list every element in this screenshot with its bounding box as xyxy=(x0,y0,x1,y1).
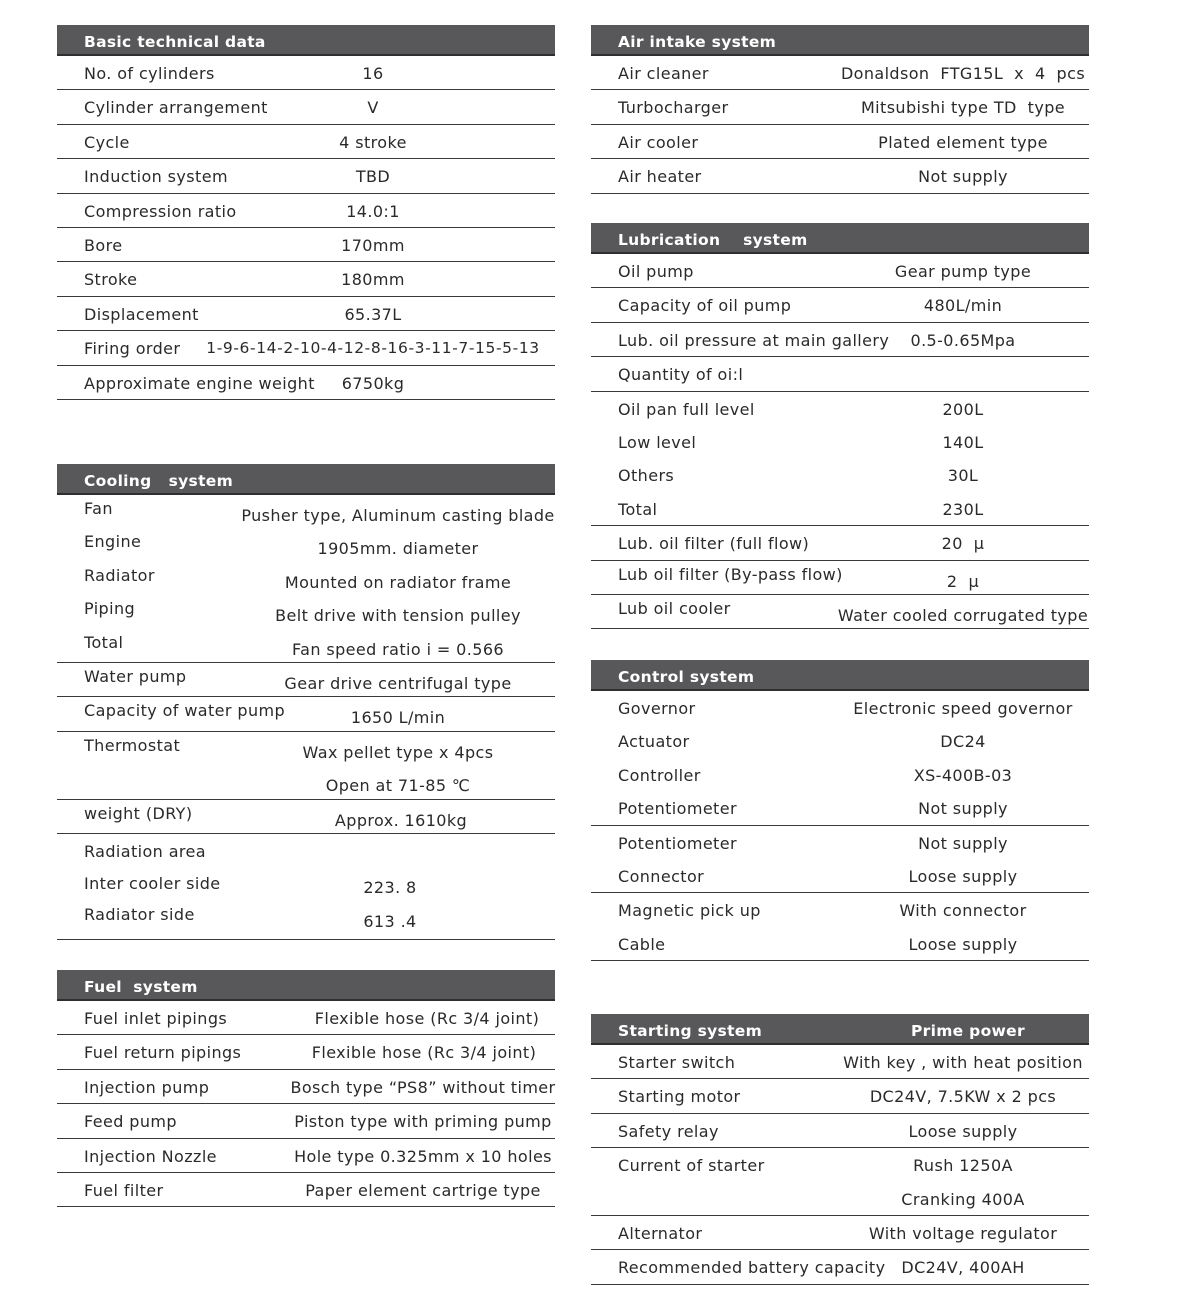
fuel-system-table xyxy=(57,970,555,1207)
row-label: Capacity of oil pump xyxy=(618,296,792,316)
row-label: Lub. oil pressure at main gallery xyxy=(618,330,890,350)
row-value: Fan speed ratio i = 0.566 xyxy=(292,639,504,659)
row-label: Thermostat xyxy=(84,735,181,755)
section-title: Lubrication system xyxy=(618,231,808,249)
row-label: Bore xyxy=(84,235,123,255)
row-label: Total xyxy=(618,499,658,519)
row-value: Wax pellet type x 4pcs xyxy=(302,742,494,762)
row-value: V xyxy=(367,98,379,118)
row-label: Controller xyxy=(618,765,701,785)
row-label: Radiator xyxy=(84,565,155,585)
table-row xyxy=(591,1114,1089,1148)
table-row xyxy=(57,495,555,528)
row-label: Governor xyxy=(618,699,696,718)
table-row xyxy=(57,629,555,663)
table-row xyxy=(57,331,555,365)
row-label: Piping xyxy=(84,599,136,619)
table-row xyxy=(591,758,1089,791)
table-row xyxy=(57,834,555,867)
row-value: 6750kg xyxy=(341,373,405,393)
table-row xyxy=(591,1045,1089,1079)
row-value: Loose supply xyxy=(908,934,1018,954)
row-label: Approximate engine weight xyxy=(84,373,315,393)
table-row xyxy=(591,125,1089,159)
section-header xyxy=(591,25,1089,56)
row-value: 223. 8 xyxy=(363,878,417,898)
table-row xyxy=(57,159,555,193)
row-value: Gear drive centrifugal type xyxy=(284,673,512,693)
row-value: DC24V, 7.5KW x 2 pcs xyxy=(869,1087,1057,1107)
row-value: With voltage regulator xyxy=(868,1223,1058,1243)
table-row xyxy=(57,1035,555,1069)
row-value: Not supply xyxy=(918,167,1008,187)
table-row xyxy=(57,125,555,159)
section-header xyxy=(57,464,555,495)
control-system-table xyxy=(591,660,1089,961)
row-value: Mounted on radiator frame xyxy=(284,572,512,592)
row-value: 30L xyxy=(947,466,979,486)
row-value: 2 μ xyxy=(946,571,980,591)
table-row xyxy=(591,595,1089,629)
row-value: Flexible hose (Rc 3/4 joint) xyxy=(311,1043,537,1063)
row-label: Lub oil filter (By-pass flow) xyxy=(618,564,843,584)
row-label: Air cleaner xyxy=(618,64,709,83)
row-value: Pusher type, Aluminum casting blade xyxy=(241,506,555,525)
table-row xyxy=(591,425,1089,458)
table-row xyxy=(591,859,1089,893)
section-header xyxy=(591,223,1089,254)
row-value: Plated element type xyxy=(878,132,1048,152)
row-label: Compression ratio xyxy=(84,201,237,221)
row-value: 480L/min xyxy=(923,296,1003,316)
row-label: Fuel filter xyxy=(84,1180,164,1200)
row-value: 613 .4 xyxy=(363,911,417,931)
row-value: 20 μ xyxy=(941,534,985,554)
row-label: No. of cylinders xyxy=(84,64,215,83)
table-row xyxy=(57,228,555,262)
row-label: Fuel inlet pipings xyxy=(84,1009,228,1028)
table-row xyxy=(591,1216,1089,1250)
row-value: 170mm xyxy=(341,235,405,255)
table-row xyxy=(591,392,1089,425)
row-label: Fuel return pipings xyxy=(84,1043,242,1063)
row-value: With connector xyxy=(899,901,1027,921)
table-row xyxy=(57,901,555,940)
row-value: 4 stroke xyxy=(339,132,407,152)
row-value: Water cooled corrugated type xyxy=(837,605,1089,625)
table-row xyxy=(591,927,1089,961)
section-title: Air intake system xyxy=(618,33,777,51)
row-label: Stroke xyxy=(84,270,138,290)
row-label: Water pump xyxy=(84,666,187,686)
table-row xyxy=(57,765,555,799)
starting-system-table xyxy=(591,1014,1089,1285)
table-row xyxy=(57,90,555,124)
table-row xyxy=(57,56,555,90)
row-label: Alternator xyxy=(618,1223,703,1243)
table-row xyxy=(591,159,1089,193)
table-row xyxy=(591,56,1089,90)
section-subtitle: Prime power xyxy=(911,1022,1025,1040)
row-label: Starter switch xyxy=(618,1053,736,1072)
row-label: Capacity of water pump xyxy=(84,701,286,721)
section-title: Basic technical data xyxy=(84,33,266,51)
table-row xyxy=(57,1139,555,1173)
row-value: 65.37L xyxy=(344,304,402,324)
row-value: Belt drive with tension pulley xyxy=(275,606,521,626)
row-label: Cylinder arrangement xyxy=(84,98,268,118)
table-row xyxy=(591,561,1089,595)
row-label: Induction system xyxy=(84,167,228,187)
row-label: Connector xyxy=(618,866,705,886)
row-label: Recommended battery capacity xyxy=(618,1258,886,1278)
table-row xyxy=(591,1148,1089,1181)
row-value: With key , with heat position xyxy=(843,1053,1083,1072)
row-label: Total xyxy=(84,632,124,652)
row-value: Donaldson FTG15L x 4 pcs xyxy=(840,64,1086,83)
table-row xyxy=(591,1182,1089,1216)
row-label: weight (DRY) xyxy=(84,803,193,823)
row-label: Turbocharger xyxy=(618,98,729,118)
table-row xyxy=(57,1001,555,1035)
row-label: Engine xyxy=(84,532,142,552)
air-intake-system-table xyxy=(591,25,1089,194)
table-row xyxy=(591,1250,1089,1284)
table-row xyxy=(57,1070,555,1104)
row-label: Radiator side xyxy=(84,904,195,924)
row-value: Bosch type “PS8” without timer xyxy=(290,1077,556,1097)
table-row xyxy=(591,1079,1089,1113)
section-title: Fuel system xyxy=(84,978,198,996)
row-value: Mitsubishi type TD type xyxy=(860,98,1066,118)
table-row xyxy=(591,323,1089,357)
row-label: Feed pump xyxy=(84,1112,177,1132)
table-row xyxy=(57,867,555,900)
row-label: Low level xyxy=(618,432,697,452)
row-value: Electronic speed governor xyxy=(853,699,1073,718)
table-row xyxy=(591,288,1089,322)
section-title: Starting system xyxy=(618,1022,763,1040)
row-label: Current of starter xyxy=(618,1156,765,1176)
row-value: Open at 71-85 ℃ xyxy=(325,776,471,796)
row-label: Quantity of oi:l xyxy=(618,365,744,385)
basic-technical-data-table xyxy=(57,25,555,400)
row-label: Radiation area xyxy=(84,841,206,861)
row-label: Inter cooler side xyxy=(84,874,221,894)
row-value: 200L xyxy=(942,399,984,419)
table-row xyxy=(57,562,555,595)
row-label: Air heater xyxy=(618,167,702,187)
row-value: Approx. 1610kg xyxy=(334,810,468,830)
row-value: Loose supply xyxy=(908,1121,1018,1141)
row-label: Lub oil cooler xyxy=(618,598,731,618)
row-value: Paper element cartrige type xyxy=(305,1180,541,1200)
row-value: Loose supply xyxy=(908,866,1018,886)
row-label: Oil pan full level xyxy=(618,399,755,419)
table-row xyxy=(591,357,1089,391)
table-row xyxy=(591,492,1089,526)
table-row xyxy=(57,732,555,765)
row-label: Actuator xyxy=(618,732,690,752)
table-row xyxy=(591,254,1089,288)
row-label: Air cooler xyxy=(618,132,699,152)
row-label: Safety relay xyxy=(618,1121,719,1141)
row-value: Not supply xyxy=(918,833,1008,853)
row-label: Starting motor xyxy=(618,1087,741,1107)
table-row xyxy=(591,526,1089,560)
table-row xyxy=(591,90,1089,124)
table-row xyxy=(57,297,555,331)
row-value: TBD xyxy=(355,167,391,187)
row-value: Not supply xyxy=(918,799,1008,819)
row-value: Flexible hose (Rc 3/4 joint) xyxy=(314,1009,540,1028)
row-label: Potentiometer xyxy=(618,799,737,819)
table-row xyxy=(57,663,555,697)
row-label: Firing order xyxy=(84,339,181,359)
row-value: 230L xyxy=(942,499,984,519)
row-label: Lub. oil filter (full flow) xyxy=(618,534,810,554)
row-value: XS-400B-03 xyxy=(913,765,1013,785)
section-header xyxy=(57,25,555,56)
table-row xyxy=(591,458,1089,491)
row-value: Hole type 0.325mm x 10 holes xyxy=(294,1146,552,1166)
section-header xyxy=(591,1014,1089,1045)
row-value: Piston type with priming pump xyxy=(294,1112,552,1132)
table-row xyxy=(57,194,555,228)
row-label: Others xyxy=(618,466,675,486)
row-value: DC24 xyxy=(940,732,986,752)
row-value: 1905mm. diameter xyxy=(317,539,479,559)
section-title: Cooling system xyxy=(84,472,234,490)
table-row xyxy=(57,1104,555,1138)
table-row xyxy=(57,262,555,296)
row-value: 140L xyxy=(942,432,984,452)
table-row xyxy=(591,826,1089,859)
row-value: 0.5-0.65Mpa xyxy=(910,330,1016,350)
table-row xyxy=(591,724,1089,757)
table-row xyxy=(57,595,555,628)
row-label: Cable xyxy=(618,934,666,954)
row-value: Gear pump type xyxy=(894,262,1032,281)
table-row xyxy=(591,893,1089,926)
table-row xyxy=(591,791,1089,825)
row-value: DC24V, 400AH xyxy=(901,1258,1025,1278)
row-value: 16 xyxy=(362,64,384,83)
row-value: 180mm xyxy=(341,270,405,290)
row-label: Injection Nozzle xyxy=(84,1146,217,1166)
table-row xyxy=(57,800,555,834)
row-value: Rush 1250A xyxy=(913,1156,1013,1176)
row-label: Oil pump xyxy=(618,262,694,281)
table-row xyxy=(57,528,555,561)
row-value: 1-9-6-14-2-10-4-12-8-16-3-11-7-15-5-13 xyxy=(206,339,540,358)
row-label: Magnetic pick up xyxy=(618,901,761,921)
row-label: Potentiometer xyxy=(618,833,737,853)
table-row xyxy=(591,691,1089,724)
table-row xyxy=(57,697,555,731)
section-header xyxy=(591,660,1089,691)
table-row xyxy=(57,366,555,400)
row-value: 1650 L/min xyxy=(350,708,446,728)
row-value: 14.0:1 xyxy=(346,201,400,221)
section-header xyxy=(57,970,555,1001)
row-label: Fan xyxy=(84,499,113,518)
row-label: Displacement xyxy=(84,304,199,324)
section-title: Control system xyxy=(618,668,755,686)
lubrication-system-table xyxy=(591,223,1089,629)
row-value: Cranking 400A xyxy=(901,1189,1025,1209)
row-label: Cycle xyxy=(84,132,130,152)
table-row xyxy=(57,1173,555,1207)
cooling-system-table xyxy=(57,464,555,940)
row-label: Injection pump xyxy=(84,1077,210,1097)
